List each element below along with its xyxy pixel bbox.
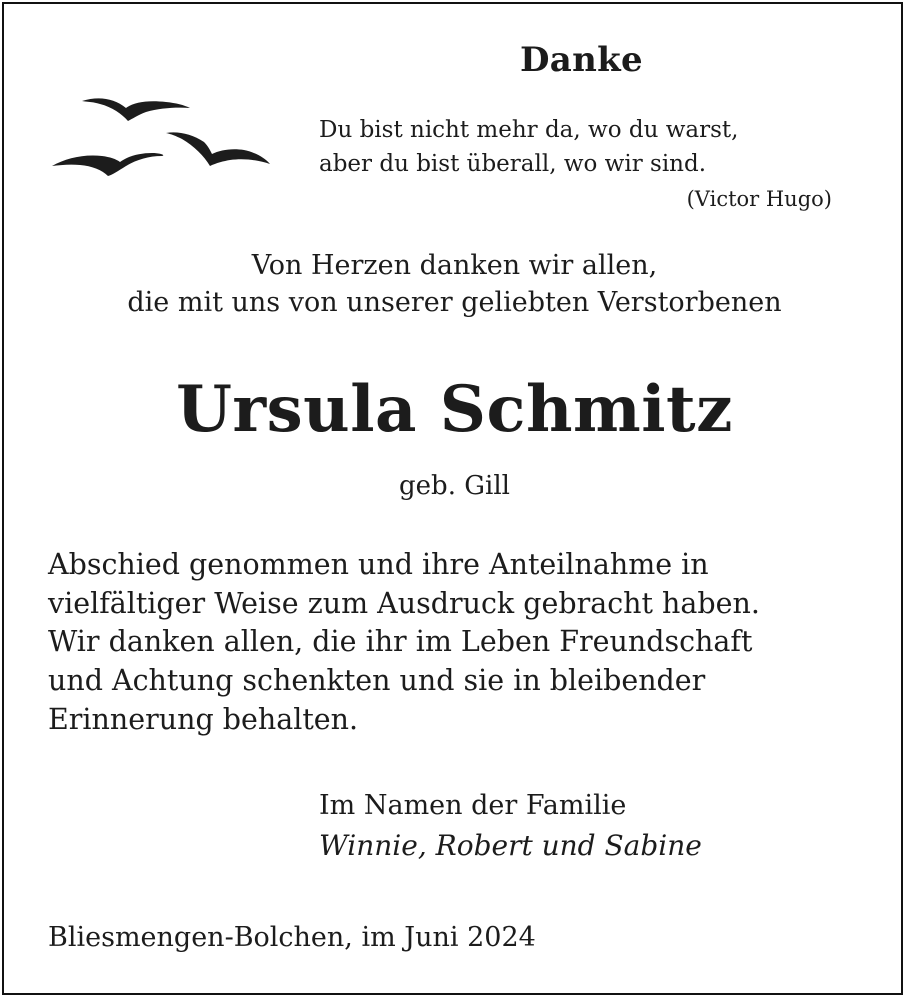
body-line-3: Wir danken allen, die ihr im Leben Freundschaft xyxy=(48,625,753,658)
signature-intro: Im Namen der Familie xyxy=(319,790,627,821)
body-line-4: und Achtung schenkten und sie in bleibender xyxy=(48,664,706,697)
quote-line-2: aber du bist überall, wo wir sind. xyxy=(319,151,707,177)
signature-names: Winnie, Robert und Sabine xyxy=(319,829,702,862)
deceased-name: Ursula Schmitz xyxy=(176,372,733,447)
intro-line-2: die mit uns von unserer geliebten Verstorbenen xyxy=(127,287,782,318)
body-line-1: Abschied genommen und ihre Anteilnahme in xyxy=(48,548,709,581)
maiden-name: geb. Gill xyxy=(399,471,510,501)
body-line-2: vielfältiger Weise zum Ausdruck gebracht haben. xyxy=(48,587,760,620)
quote-author: (Victor Hugo) xyxy=(686,187,832,211)
body-line-5: Erinnerung behalten. xyxy=(48,703,359,736)
intro-line-1: Von Herzen danken wir allen, xyxy=(251,250,658,281)
flying-birds-icon xyxy=(48,90,276,182)
place-and-date: Bliesmengen-Bolchen, im Juni 2024 xyxy=(48,922,536,953)
quote-line-1: Du bist nicht mehr da, wo du warst, xyxy=(319,117,739,143)
notice-heading: Danke xyxy=(520,40,643,80)
